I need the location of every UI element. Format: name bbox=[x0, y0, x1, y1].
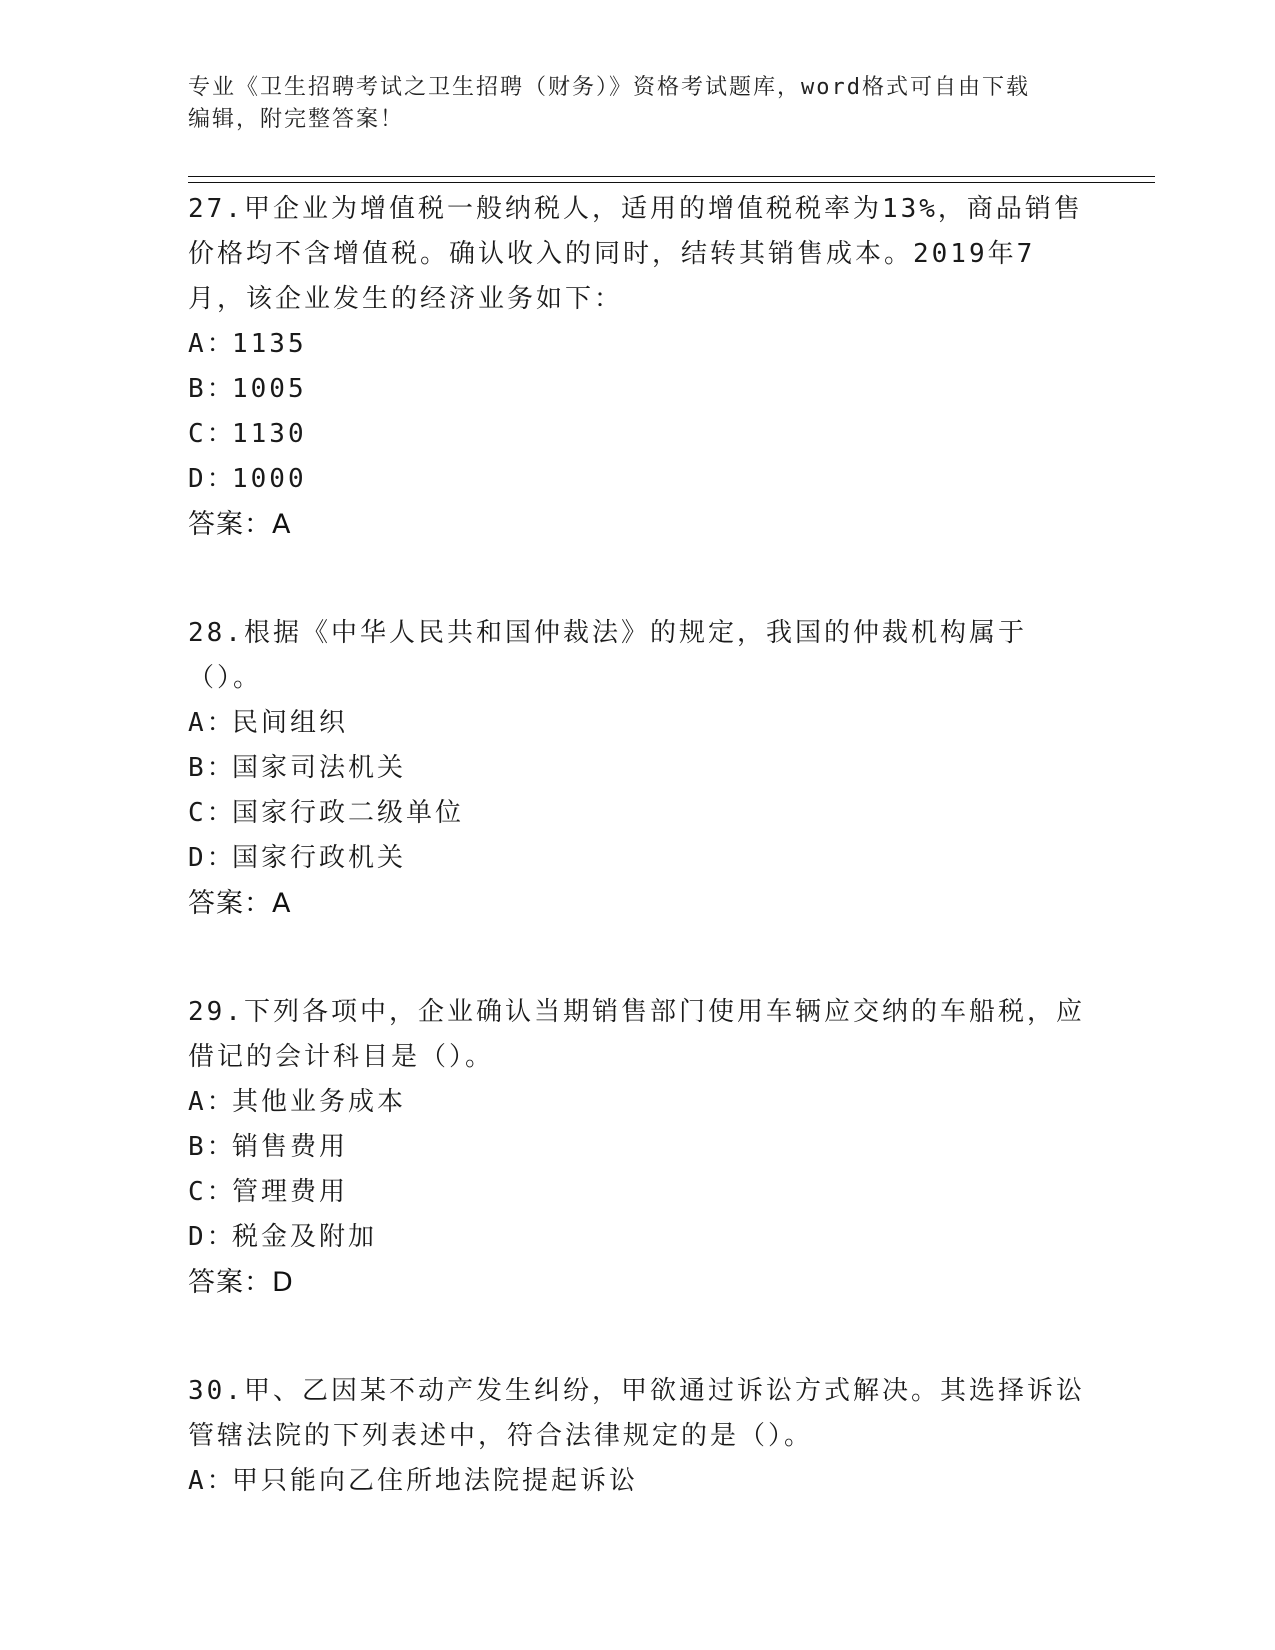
option-d bbox=[188, 1215, 1088, 1260]
option-a bbox=[188, 701, 1088, 746]
option-a bbox=[188, 1080, 1088, 1125]
option-text: 税金及附加 bbox=[232, 1222, 378, 1252]
option-letter: C： bbox=[188, 419, 236, 449]
option-text: 国家行政二级单位 bbox=[232, 798, 465, 828]
option-text: 国家行政机关 bbox=[232, 843, 407, 873]
option-letter: D： bbox=[188, 843, 236, 873]
option-a bbox=[188, 322, 1088, 367]
option-text: 管理费用 bbox=[232, 1177, 349, 1207]
option-c bbox=[188, 791, 1088, 836]
option-letter: D： bbox=[188, 464, 236, 494]
option-d bbox=[188, 457, 1088, 502]
question-text: 27.甲企业为增值税一般纳税人，适用的增值税税率为13%，商品销售价格均不含增值税。确认收入的同时，结转其销售成本。2019年7月，该企业发生的经济业务如下： bbox=[188, 194, 1083, 314]
header-divider-bottom bbox=[188, 182, 1155, 183]
answer-line: 答案：D bbox=[188, 1267, 294, 1298]
option-b bbox=[188, 1125, 1088, 1170]
option-text: 1130 bbox=[232, 419, 307, 449]
option-a bbox=[188, 1459, 1088, 1504]
option-text: 民间组织 bbox=[232, 708, 349, 738]
answer-line: 答案：A bbox=[188, 888, 292, 919]
question-list bbox=[188, 187, 1088, 1568]
question-29 bbox=[188, 990, 1088, 1305]
question-text: 29.下列各项中，企业确认当期销售部门使用车辆应交纳的车船税，应借记的会计科目是（）。 bbox=[188, 997, 1085, 1072]
option-c bbox=[188, 1170, 1088, 1215]
option-b bbox=[188, 367, 1088, 412]
option-text: 1135 bbox=[232, 329, 307, 359]
option-letter: B： bbox=[188, 753, 236, 783]
header-line-1: 专业《卫生招聘考试之卫生招聘（财务）》资格考试题库，word格式可自由下载 bbox=[188, 75, 1030, 100]
question-text: 28.根据《中华人民共和国仲裁法》的规定，我国的仲裁机构属于（）。 bbox=[188, 618, 1027, 693]
option-letter: A： bbox=[188, 1466, 236, 1496]
option-d bbox=[188, 836, 1088, 881]
option-letter: B： bbox=[188, 1132, 236, 1162]
option-letter: C： bbox=[188, 1177, 236, 1207]
option-text: 1000 bbox=[232, 464, 307, 494]
answer-line: 答案：A bbox=[188, 509, 292, 540]
header-line-2: 编辑，附完整答案！ bbox=[188, 107, 405, 132]
option-text: 其他业务成本 bbox=[232, 1087, 407, 1117]
option-letter: A： bbox=[188, 708, 236, 738]
question-text: 30.甲、乙因某不动产发生纠纷，甲欲通过诉讼方式解决。其选择诉讼管辖法院的下列表述中，符合法律规定的是（）。 bbox=[188, 1376, 1085, 1451]
question-27 bbox=[188, 187, 1088, 547]
question-28 bbox=[188, 611, 1088, 926]
option-letter: B： bbox=[188, 374, 236, 404]
option-text: 甲只能向乙住所地法院提起诉讼 bbox=[232, 1466, 639, 1496]
question-30 bbox=[188, 1369, 1088, 1504]
option-letter: D： bbox=[188, 1222, 236, 1252]
option-text: 1005 bbox=[232, 374, 307, 404]
option-letter: C： bbox=[188, 798, 236, 828]
option-letter: A： bbox=[188, 329, 236, 359]
option-c bbox=[188, 412, 1088, 457]
option-text: 销售费用 bbox=[232, 1132, 349, 1162]
option-letter: A： bbox=[188, 1087, 236, 1117]
option-text: 国家司法机关 bbox=[232, 753, 407, 783]
header-divider-top bbox=[188, 176, 1155, 177]
option-b bbox=[188, 746, 1088, 791]
document-header bbox=[188, 72, 1068, 136]
